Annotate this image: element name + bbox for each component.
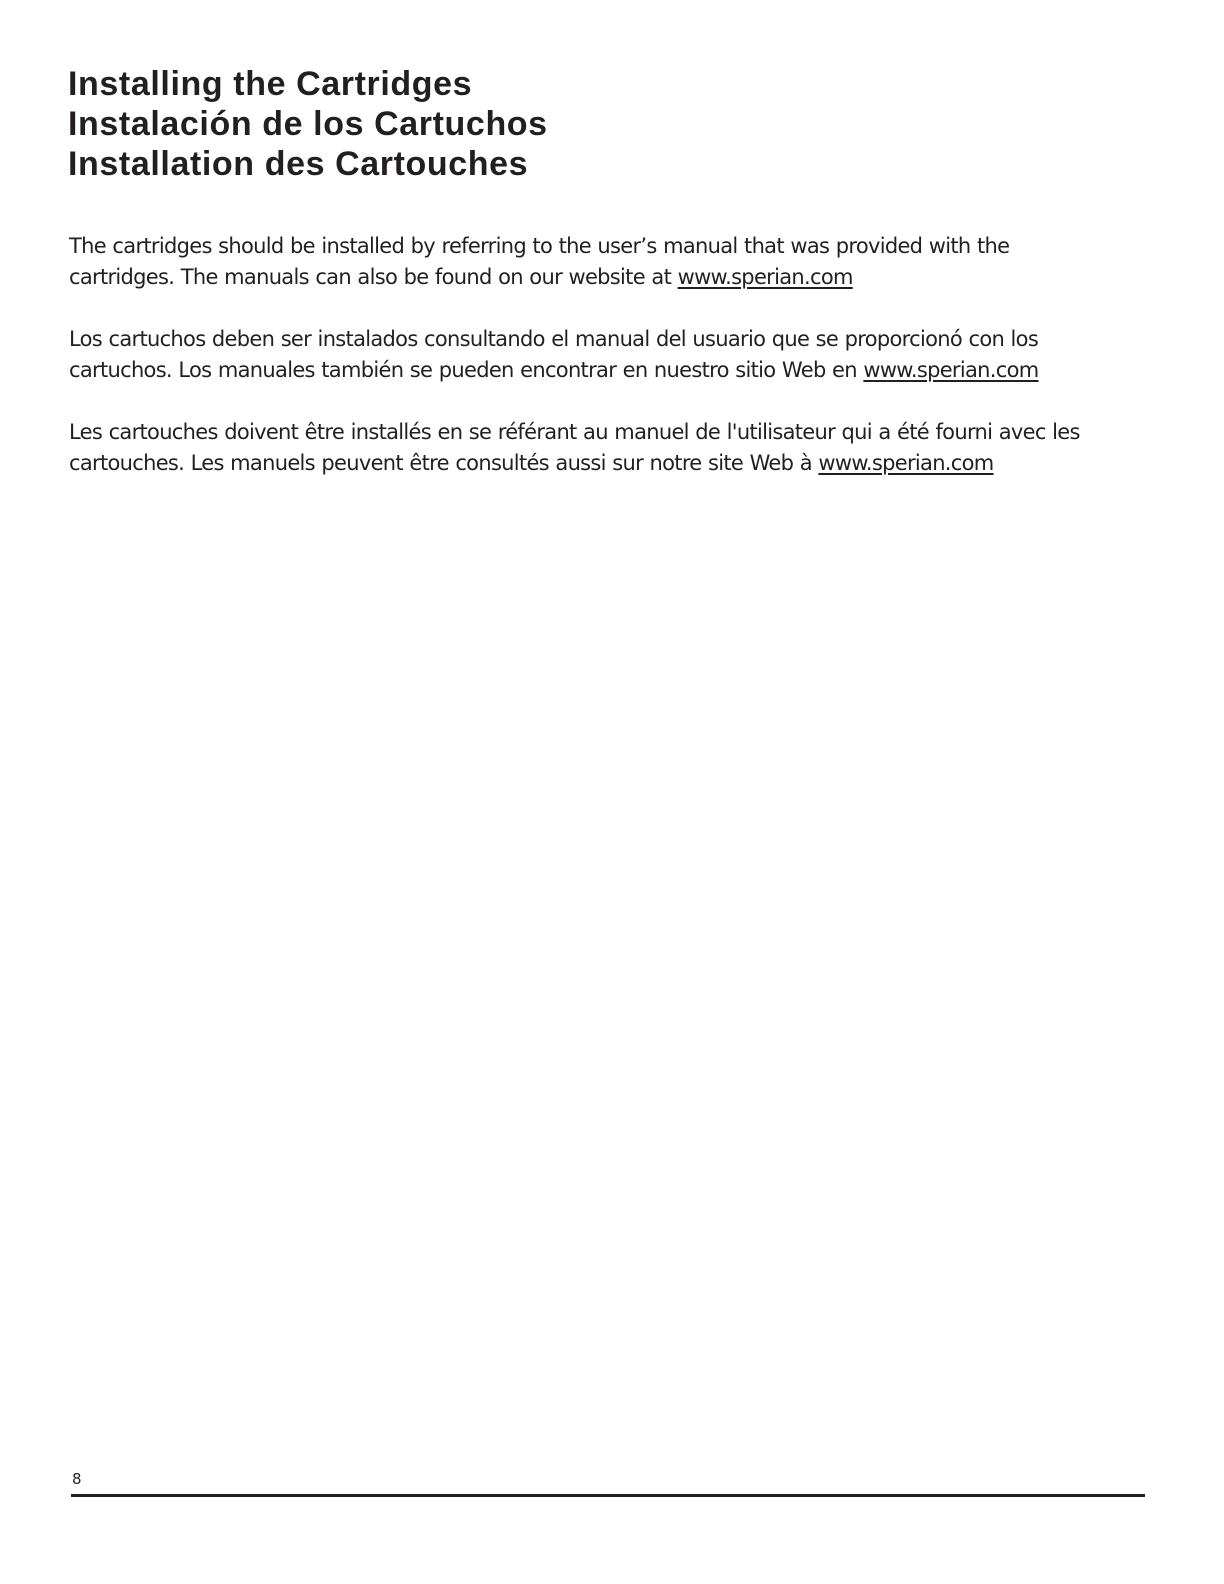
paragraph-french-line-1: Les cartouches doivent être installés en se référant au manuel de l'utilisateur qui a été fourni avec les bbox=[69, 420, 1080, 444]
paragraph-english bbox=[69, 231, 1169, 293]
paragraph-french-line-2-text: cartouches. Les manuels peuvent être consultés aussi sur notre site Web à bbox=[69, 451, 819, 475]
paragraph-spanish bbox=[69, 324, 1169, 386]
paragraph-french-line-2 bbox=[69, 448, 1169, 479]
paragraph-english-line-1: The cartridges should be installed by referring to the user’s manual that was provided with the bbox=[69, 234, 1010, 258]
paragraph-spanish-line-1: Los cartuchos deben ser instalados consultando el manual del usuario que se proporcionó con los bbox=[69, 327, 1039, 351]
website-link-french[interactable]: www.sperian.com bbox=[818, 451, 994, 475]
paragraph-spanish-line-2 bbox=[69, 355, 1169, 386]
paragraph-spanish-line-2-text: cartuchos. Los manuales también se pueden encontrar en nuestro sitio Web en bbox=[69, 358, 864, 382]
section-title-group bbox=[68, 64, 548, 184]
paragraph-english-line-2 bbox=[69, 262, 1169, 293]
footer-divider bbox=[71, 1494, 1145, 1497]
title-english: Installing the Cartridges bbox=[68, 65, 473, 103]
website-link-spanish[interactable]: www.sperian.com bbox=[863, 358, 1039, 382]
paragraph-french bbox=[69, 417, 1169, 479]
page-number: 8 bbox=[72, 1470, 82, 1488]
paragraph-english-line-2-text: cartridges. The manuals can also be found on our website at bbox=[69, 265, 678, 289]
title-spanish: Instalación de los Cartuchos bbox=[68, 105, 548, 143]
title-french: Installation des Cartouches bbox=[68, 145, 529, 183]
website-link-english[interactable]: www.sperian.com bbox=[677, 265, 853, 289]
